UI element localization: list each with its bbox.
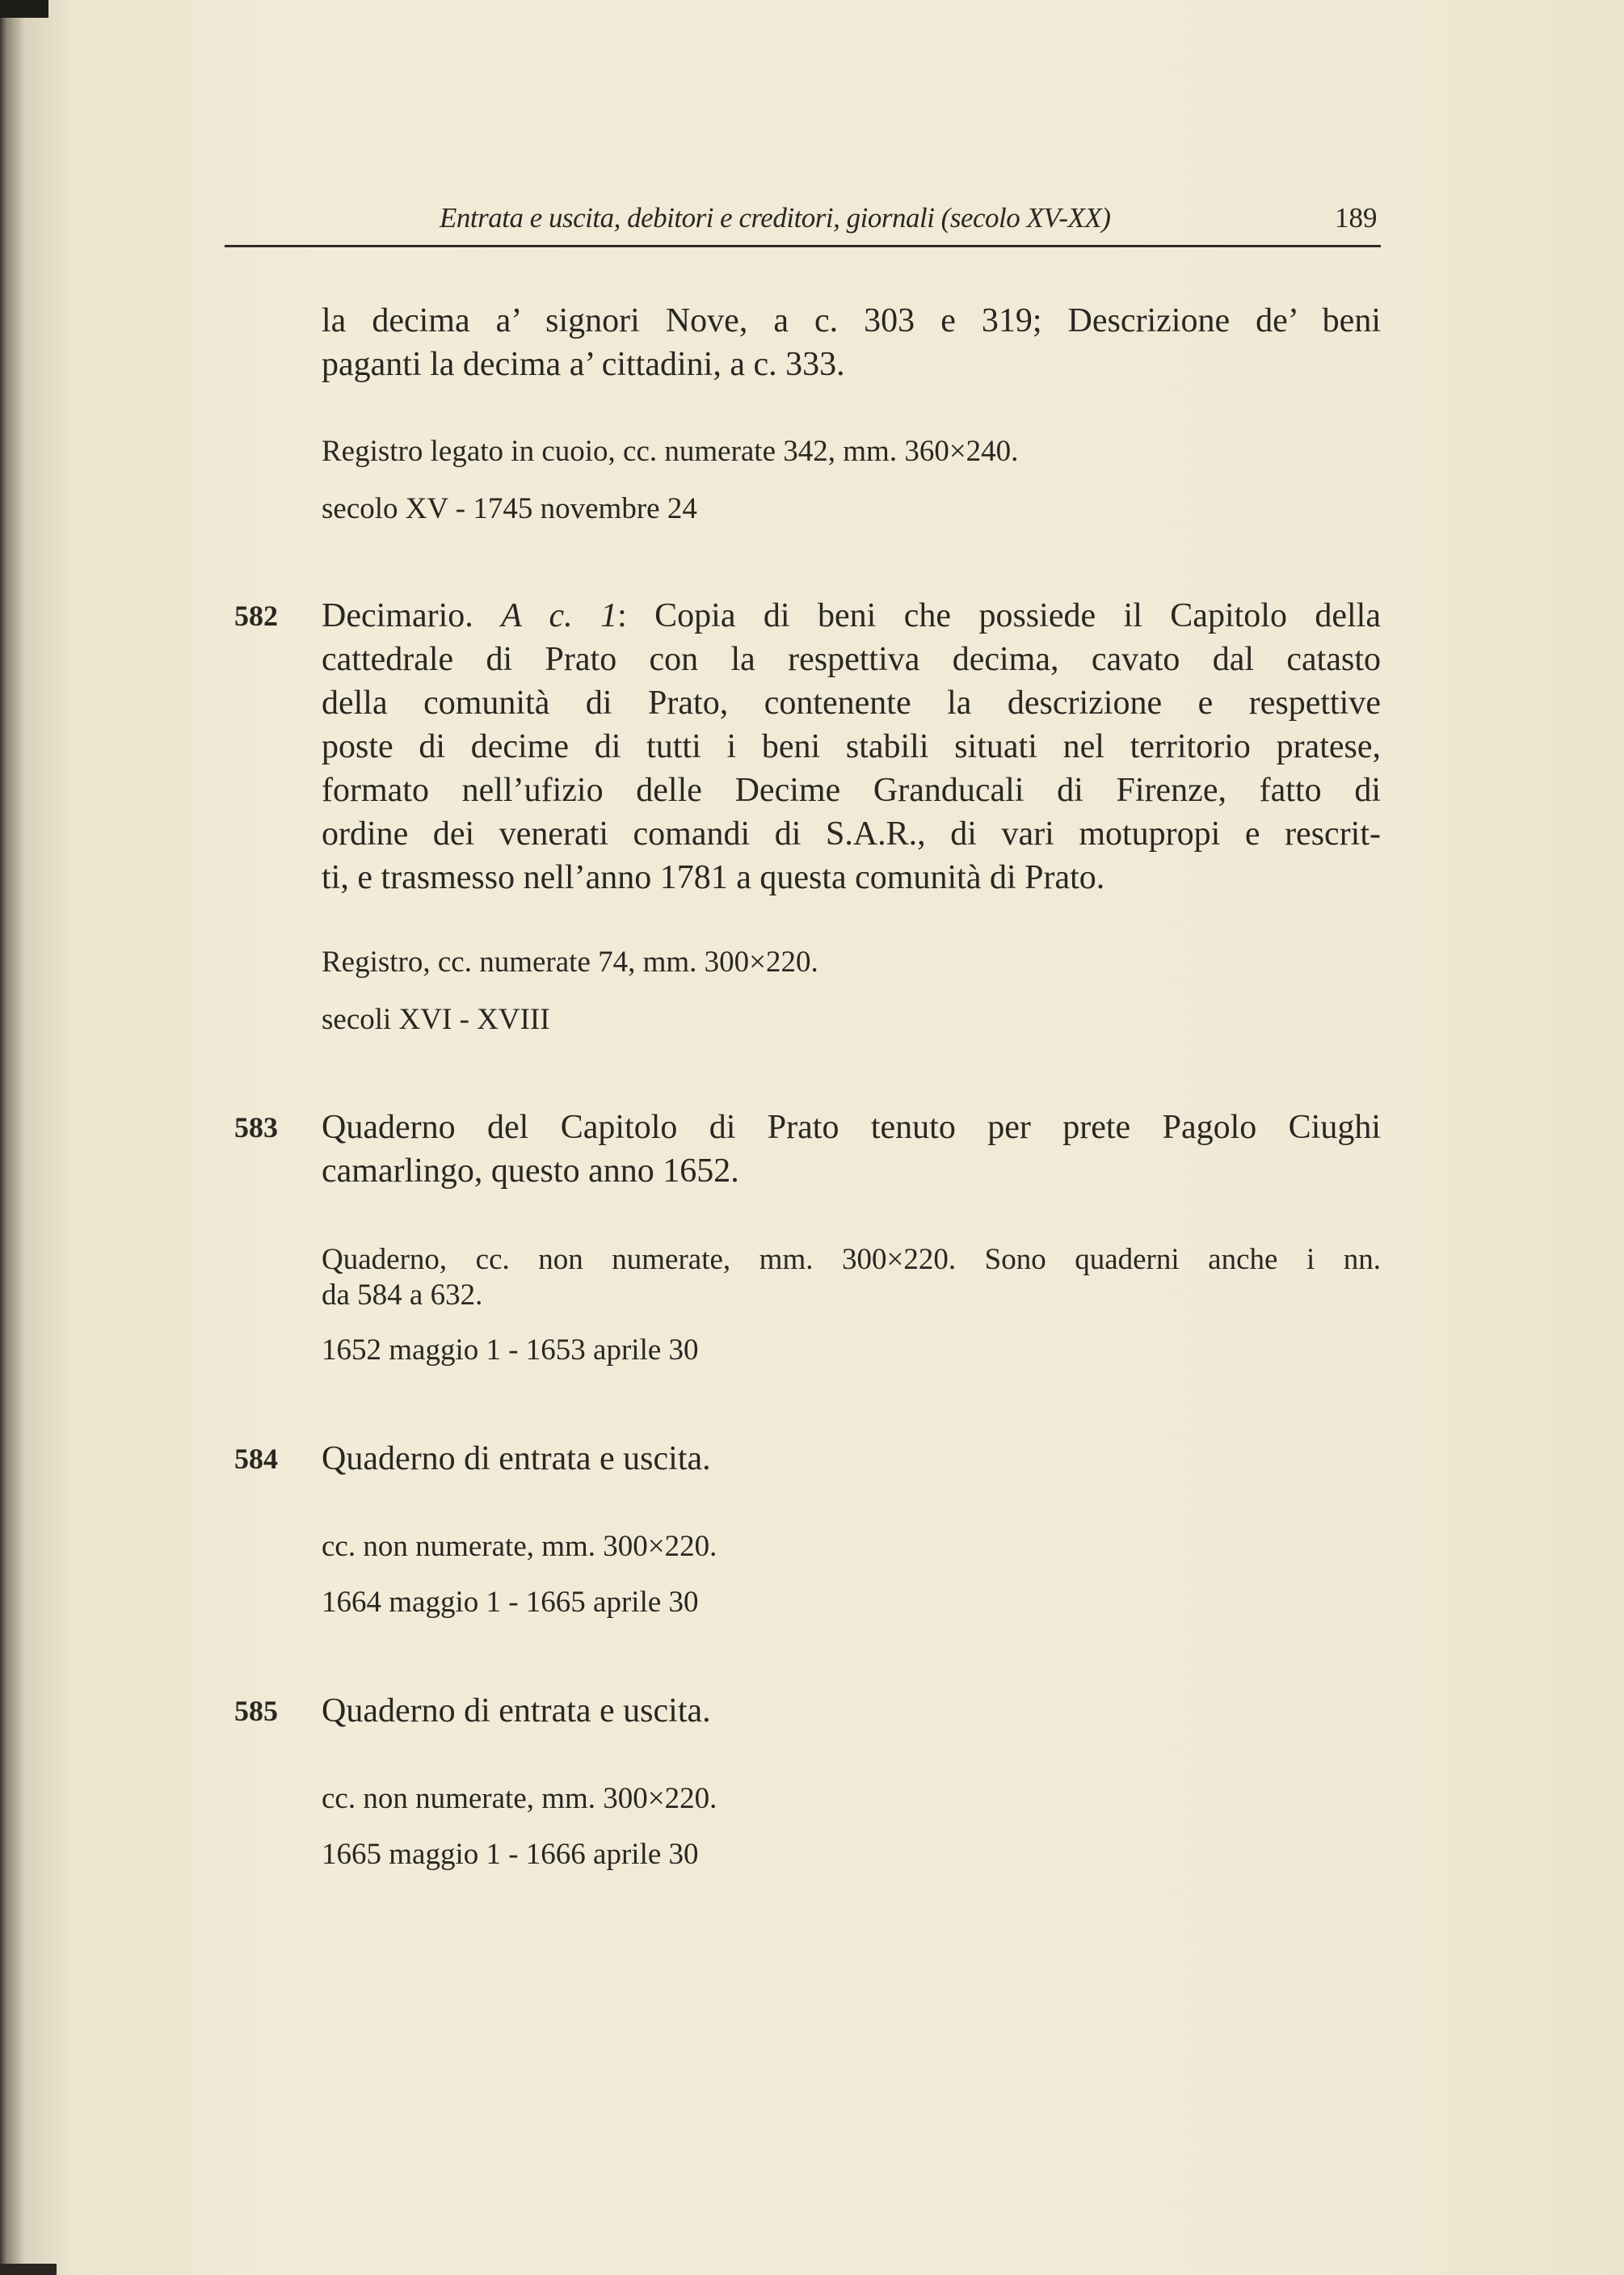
entry-date: 1652 maggio 1 - 1653 aprile 30 xyxy=(322,1333,699,1367)
entry-text-line: ordine dei venerati comandi di S.A.R., di vari motupropi e rescrit- xyxy=(322,815,1381,853)
page-edge-shadow xyxy=(0,0,48,18)
header-rule xyxy=(225,245,1381,247)
entry-number: 584 xyxy=(234,1443,278,1475)
entry-text-line: ti, e trasmesso nell’anno 1781 a questa comunità di Prato. xyxy=(322,859,1105,896)
entry-title-line xyxy=(322,596,1381,636)
entry-text-line: formato nell’ufizio delle Decime Granducali di Firenze, fatto di xyxy=(322,772,1381,809)
entry-text-line: camarlingo, questo anno 1652. xyxy=(322,1152,739,1190)
entry-text: : Copia di beni che possiede il Capitolo della xyxy=(617,597,1381,634)
entry-text-line: paganti la decima a’ cittadini, a c. 333. xyxy=(322,346,845,383)
entry-date: secoli XVI - XVIII xyxy=(322,1003,550,1036)
page-number: 189 xyxy=(1335,202,1378,234)
entry-text-line: poste di decime di tutti i beni stabili situati nel territorio pratese, xyxy=(322,728,1381,765)
entry-text-line: Quaderno del Capitolo di Prato tenuto per prete Pagolo Ciughi xyxy=(322,1109,1381,1146)
entry-text-line: cattedrale di Prato con la respettiva decima, cavato dal catasto xyxy=(322,641,1381,678)
entry-text-line: Quaderno di entrata e uscita. xyxy=(322,1440,711,1477)
entry-title: Decimario. xyxy=(322,597,502,634)
entry-date: 1664 maggio 1 - 1665 aprile 30 xyxy=(322,1586,699,1619)
physical-description: Quaderno, cc. non numerate, mm. 300×220. Sono quaderni anche i nn. xyxy=(322,1243,1381,1276)
physical-description: Registro, cc. numerate 74, mm. 300×220. xyxy=(322,946,818,979)
entry-text-line: della comunità di Prato, contenente la descrizione e respettive xyxy=(322,685,1381,722)
entry-date: secolo XV - 1745 novembre 24 xyxy=(322,492,697,525)
physical-description: da 584 a 632. xyxy=(322,1279,483,1312)
entry-date: 1665 maggio 1 - 1666 aprile 30 xyxy=(322,1838,699,1871)
entry-text-line: Quaderno di entrata e uscita. xyxy=(322,1692,711,1729)
physical-description: Registro legato in cuoio, cc. numerate 342, mm. 360×240. xyxy=(322,435,1019,468)
folio-reference: A c. 1 xyxy=(501,597,618,634)
entry-text-line: la decima a’ signori Nove, a c. 303 e 319; Descrizione de’ beni xyxy=(322,302,1381,339)
page-edge-shadow xyxy=(0,2264,57,2275)
entry-number: 582 xyxy=(234,600,278,632)
physical-description: cc. non numerate, mm. 300×220. xyxy=(322,1530,717,1563)
entry-number: 583 xyxy=(234,1111,278,1144)
running-title: Entrata e uscita, debitori e creditori, giornali (secolo XV-XX) xyxy=(440,202,1111,234)
physical-description: cc. non numerate, mm. 300×220. xyxy=(322,1782,717,1815)
entry-number: 585 xyxy=(234,1695,278,1727)
